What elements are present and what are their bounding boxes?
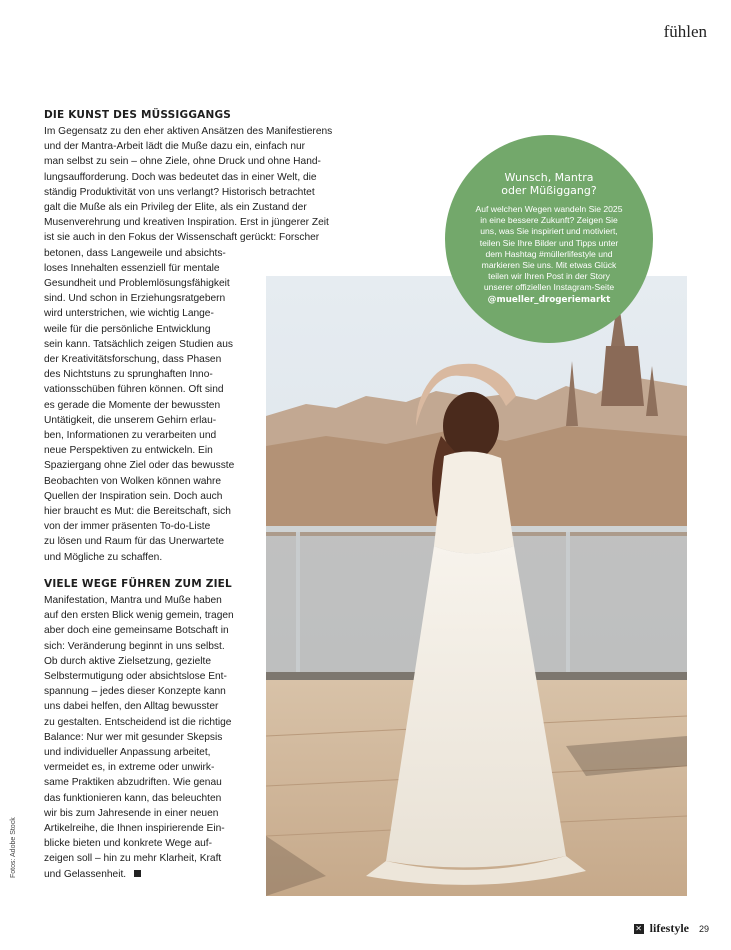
text-line: und der Mantra-Arbeit lädt die Muße dazu ein, einfach nur bbox=[44, 141, 306, 153]
text-line: es gerade die Momente der bewussten bbox=[44, 399, 221, 411]
callout-circle bbox=[445, 135, 653, 343]
photo-illustration bbox=[266, 276, 687, 896]
text-line: weile für die persönliche Entwicklung bbox=[44, 323, 211, 335]
text-line: Artikelreihe, die Ihnen inspirierende Ein- bbox=[44, 822, 225, 834]
section-tag: fühlen bbox=[663, 22, 707, 41]
callout-text bbox=[461, 204, 637, 294]
callout-line: markieren Sie uns. Mit etwas Glück bbox=[481, 260, 617, 271]
callout-line: Auf welchen Wegen wandeln Sie 2025 bbox=[475, 204, 623, 214]
callout-title bbox=[461, 171, 637, 197]
text-line: galt die Muße als ein Privileg der Elite, als ein Zustand der bbox=[44, 202, 307, 214]
text-line: Selbstermutigung oder absichtslose Ent- bbox=[44, 670, 227, 682]
text-line: Manifestation, Mantra und Muße haben bbox=[44, 594, 222, 606]
text-line: blicke bieten und konkrete Wege auf- bbox=[44, 838, 213, 850]
instagram-handle[interactable]: @mueller_drogeriemarkt bbox=[487, 294, 611, 305]
text-line: lungsaufforderung. Doch was bedeutet das in einer Welt, die bbox=[44, 171, 317, 183]
callout-line: in eine bessere Zukunft? Zeigen Sie bbox=[480, 215, 618, 226]
text-line: und Mögliche zu schaffen. bbox=[44, 551, 163, 563]
text-line: aber doch eine gemeinsame Botschaft in bbox=[44, 625, 229, 637]
text-line: von der immer präsenten To-do-Liste bbox=[44, 521, 211, 533]
text-line: vermeidet es, in extreme oder unwirk- bbox=[44, 762, 215, 774]
text-line: Untätigkeit, die unserem Gehirn erlau- bbox=[44, 414, 217, 426]
callout-title-line: oder Müßiggang? bbox=[501, 184, 597, 197]
text-line: zu lösen und Raum für das Unerwartete bbox=[44, 536, 225, 548]
end-mark-icon bbox=[134, 870, 141, 877]
rooftop-photo bbox=[266, 276, 687, 896]
text-line: loses Innehalten essenziell für mentale bbox=[44, 262, 220, 274]
text-line: der Kreativitätsforschung, dass Phasen bbox=[44, 354, 222, 366]
text-line: Spaziergang ohne Ziel oder das bewusste bbox=[44, 460, 235, 472]
text-line-content: und Gelassenheit. bbox=[44, 868, 127, 880]
text-line: des Nichtstuns zu sprunghaften Inno- bbox=[44, 369, 213, 381]
callout-line: teilen Sie Ihre Bilder und Tipps unter bbox=[479, 237, 619, 248]
text-line: betonen, dass Langeweile und absichts- bbox=[44, 247, 226, 259]
callout-title-line: Wunsch, Mantra bbox=[504, 171, 594, 184]
text-line: ben, Informationen zu verarbeiten und bbox=[44, 430, 217, 442]
text-line: Balance: Nur wer mit gesunder Skepsis bbox=[44, 731, 223, 743]
text-line bbox=[44, 867, 244, 882]
box-icon: ✕ bbox=[635, 923, 642, 933]
text-line: Ob durch aktive Zielsetzung, gezielte bbox=[44, 655, 212, 667]
callout-line: teilen wir Ihren Post in der Story bbox=[488, 271, 610, 282]
text-line: zeigen soll – hin zu mehr Klarheit, Kraft bbox=[44, 853, 222, 865]
magazine-brand: lifestyle bbox=[649, 921, 689, 935]
text-line: wird unterstrichen, wie wichtig Lange- bbox=[44, 308, 214, 320]
text-line: sich: Veränderung beginnt in uns selbst. bbox=[44, 640, 225, 652]
text-line: und individueller Anpassung arbeitet, bbox=[44, 746, 211, 758]
text-line: wir bis zum Jahresende in einer neuen bbox=[44, 807, 219, 819]
text-line: neue Perspektiven zu entwickeln. Ein bbox=[44, 445, 213, 457]
page-footer bbox=[634, 921, 709, 936]
text-line: same Praktiken abzudriften. Wie genau bbox=[44, 777, 222, 789]
text-line: Musenverehrung und kreativen Inspiration. Erst in jüngerer Zeit bbox=[44, 217, 329, 229]
text-line: spannung – jedes dieser Konzepte kann bbox=[44, 686, 226, 698]
photo-credit: Fotos: Adobe Stock bbox=[10, 817, 17, 878]
page-number: 29 bbox=[698, 923, 709, 934]
callout-line: dem Hashtag #müllerlifestyle und bbox=[485, 248, 613, 259]
text-line: hier braucht es Mut: die Bereitschaft, sich bbox=[44, 506, 231, 518]
text-line: zu gestalten. Entscheidend ist die richtige bbox=[44, 716, 232, 728]
text-line: man selbst zu sein – ohne Ziele, ohne Druck und ohne Hand- bbox=[44, 156, 321, 168]
text-line: uns dabei helfen, den Alltag bewusster bbox=[44, 701, 219, 713]
text-line: ständig Produktivität von uns verlangt? Historisch betrachtet bbox=[44, 186, 315, 198]
text-line: das funktionieren kann, das beleuchten bbox=[44, 792, 222, 804]
callout-line: unserer offiziellen Instagram-Seite bbox=[483, 282, 615, 293]
text-line: sein kann. Tatsächlich zeigen Studien aus bbox=[44, 338, 233, 350]
section-heading-2: VIELE WEGE FÜHREN ZUM ZIEL bbox=[44, 577, 232, 590]
text-line: sind. Und schon in Erziehungsratgebern bbox=[44, 293, 226, 305]
text-line: vationsschüben führen können. Oft sind bbox=[44, 384, 224, 396]
text-line: ist sie auch in den Fokus der Wissenschaft gerückt: Forscher bbox=[44, 232, 320, 244]
callout-line: uns, was Sie inspiriert und motiviert, bbox=[480, 226, 618, 237]
section-heading-1: DIE KUNST DES MÜSSIGGANGS bbox=[44, 109, 232, 121]
text-line: Gesundheit und Problemlösungsfähigkeit bbox=[44, 278, 230, 290]
text-line: auf den ersten Blick wenig gemein, tragen bbox=[44, 610, 234, 622]
text-line: Im Gegensatz zu den eher aktiven Ansätzen des Manifestierens bbox=[44, 126, 333, 137]
text-line: Beobachten von Wolken können wahre bbox=[44, 475, 222, 487]
text-line: Quellen der Inspiration sein. Doch auch bbox=[44, 490, 223, 502]
